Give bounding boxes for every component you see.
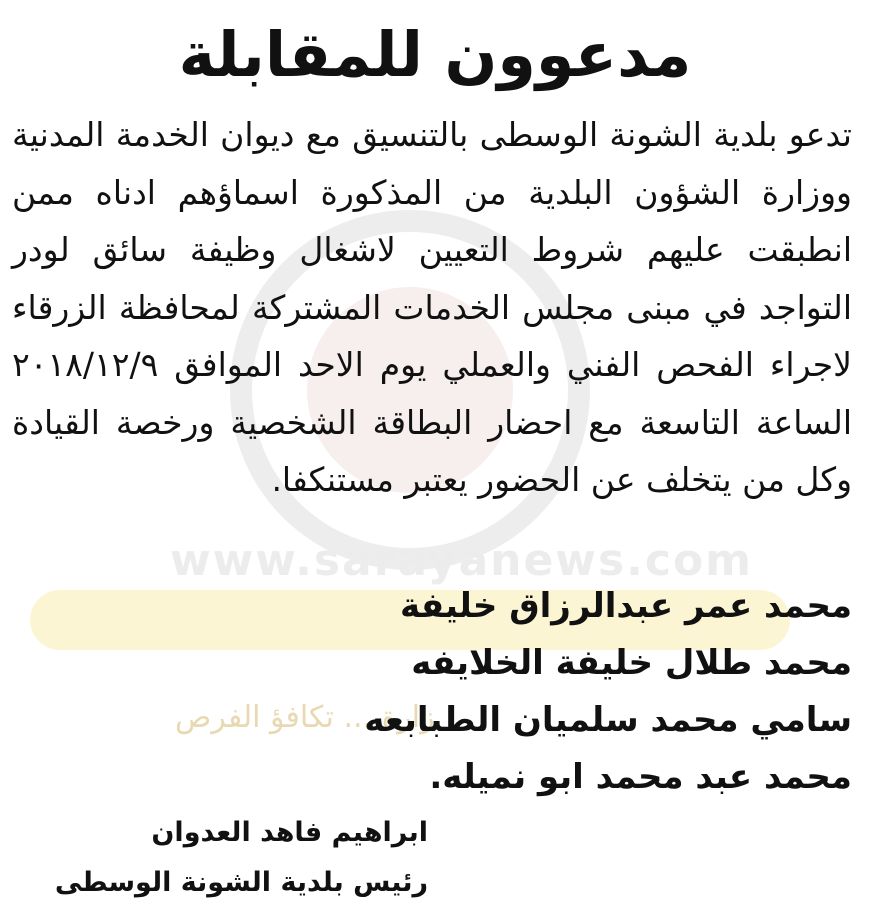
signatory-name: ابراهيم فاهد العدوان	[151, 817, 428, 848]
candidate-name: محمد طلال خليفة الخلايفه	[411, 643, 852, 683]
signature-block	[8, 808, 428, 908]
candidate-name: محمد عبد محمد ابو نميله.	[429, 757, 852, 797]
candidate-name: سامي محمد سلميان الطبابعه	[364, 700, 852, 740]
notice-body: تدعو بلدية الشونة الوسطى بالتنسيق مع ديوان الخدمة المدنية ووزارة الشؤون البلدية من المذكورة اسماؤهم ادناه ممن انطبقت عليهم شروط التعيين لاشغال وظيفة سائق لودر التواجد في مبنى مجلس الخدمات المشتركة لمحافظة الزرقاء لاجراء الفحص الفني والعملي يوم الاحد الموافق ٢٠١٨/١٢/٩ الساعة التاسعة مع احضار البطاقة الشخصية ورخصة القيادة وكل من يتخلف عن الحضور يعتبر مستنكفا.	[12, 115, 852, 499]
banner-watermark-text: زارة ... تكافؤ الفرص	[175, 700, 435, 735]
candidate-name: محمد عمر عبدالرزاق خليفة	[400, 586, 852, 626]
site-watermark: www.sarayanews.com	[170, 535, 754, 586]
candidate-list	[152, 578, 852, 806]
notice-title: مدعوون للمقابلة	[178, 18, 692, 91]
signatory-title: رئيس بلدية الشونة الوسطى	[54, 867, 428, 898]
